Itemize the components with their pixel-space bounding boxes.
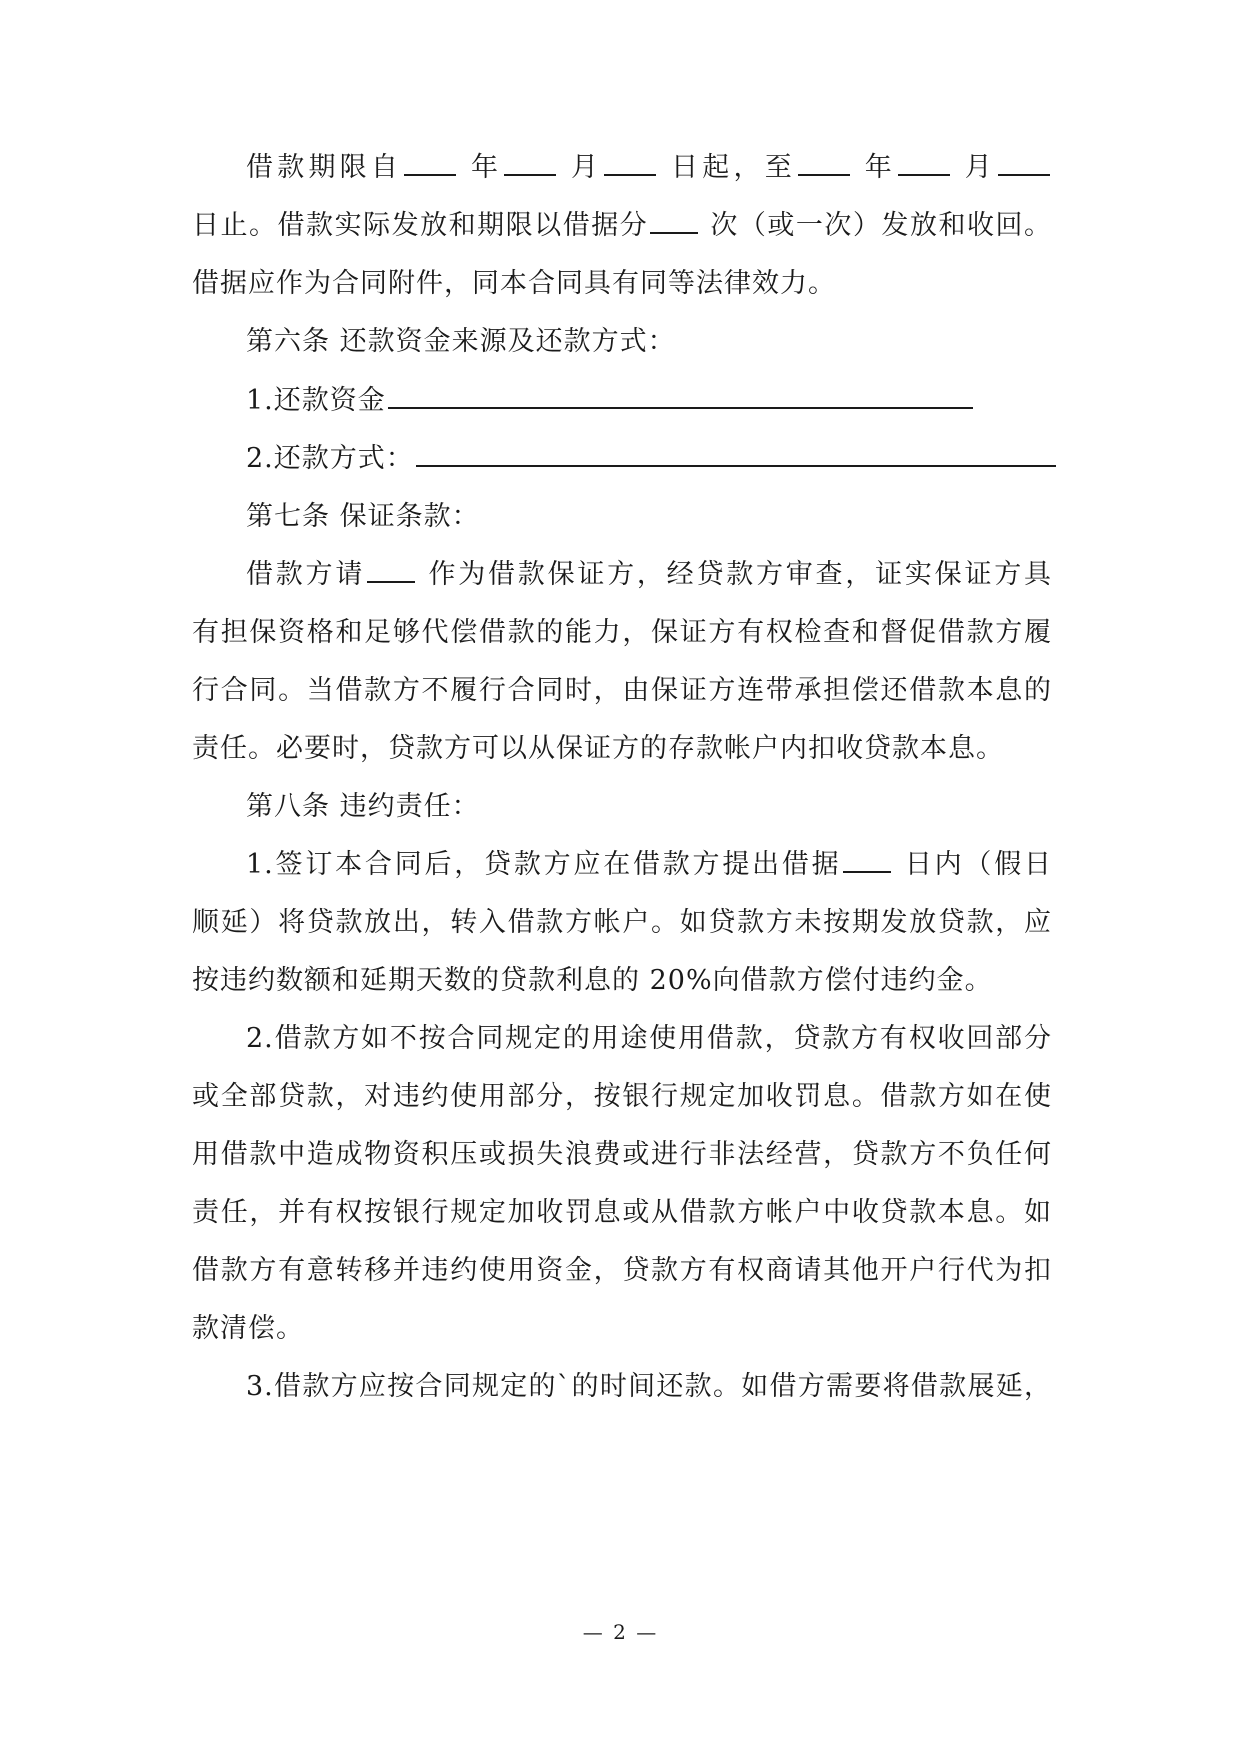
guarantee-line [246, 557, 1052, 593]
page-number: — 2 — [582, 1620, 659, 1644]
text-segment: 年 [470, 152, 503, 183]
paragraph-line: 按违约数额和延期天数的贷款利息的 20%向借款方偿付违约金。 [192, 965, 993, 996]
paragraph-line: 或全部贷款，对违约使用部分，按银行规定加收罚息。借款方如在使 [192, 1081, 1052, 1112]
text-segment: 1.签订本合同后，贷款方应在借款方提出借据 [246, 849, 842, 880]
paragraph-line: 借据应作为合同附件，同本合同具有同等法律效力。 [192, 268, 836, 299]
blank-field [843, 847, 891, 873]
text-segment: 2.还款方式： [246, 443, 414, 474]
paragraph-line: 借款方有意转移并违约使用资金，贷款方有权商请其他开户行代为扣 [192, 1255, 1052, 1286]
blank-field [798, 150, 850, 176]
text-segment: 日起，至 [671, 152, 796, 183]
blank-field [898, 150, 950, 176]
loan-term-line-2 [192, 208, 1052, 244]
text-segment: 1.还款资金 [246, 385, 386, 416]
section-heading-7: 第七条 保证条款： [246, 501, 480, 532]
blank-field [604, 150, 656, 176]
section-heading-8: 第八条 违约责任： [246, 791, 480, 822]
paragraph-line: 有担保资格和足够代偿借款的能力，保证方有权检查和督促借款方履 [192, 617, 1052, 648]
breach-clause-3-line: 3.借款方应按合同规定的`的时间还款。如借方需要将借款展延， [246, 1371, 1052, 1402]
loan-term-line [246, 150, 1052, 186]
blank-field [416, 441, 1056, 467]
paragraph-line: 款清偿。 [192, 1313, 304, 1344]
blank-field [388, 383, 973, 409]
breach-clause-2-line: 2.借款方如不按合同规定的用途使用借款，贷款方有权收回部分 [246, 1023, 1052, 1054]
blank-field [404, 150, 456, 176]
text-segment: 借款期限自 [246, 152, 403, 183]
text-segment: 月 [570, 152, 603, 183]
paragraph-line: 用借款中造成物资积压或损失浪费或进行非法经营，贷款方不负任何 [192, 1139, 1052, 1170]
paragraph-line: 顺延）将贷款放出，转入借款方帐户。如贷款方未按期发放贷款，应 [192, 907, 1052, 938]
text-segment: 月 [964, 152, 997, 183]
breach-clause-1-line [246, 847, 1052, 883]
blank-field [650, 208, 698, 234]
text-segment: 日内（假日 [904, 849, 1053, 880]
repayment-method-line [246, 441, 1052, 477]
text-segment: 作为借款保证方，经贷款方审查，证实保证方具 [428, 559, 1052, 590]
blank-field [504, 150, 556, 176]
paragraph-line: 行合同。当借款方不履行合同时，由保证方连带承担偿还借款本息的 [192, 675, 1052, 706]
paragraph-line: 责任。必要时，贷款方可以从保证方的存款帐户内扣收贷款本息。 [192, 733, 1004, 764]
text-segment: 年 [864, 152, 896, 183]
blank-field [998, 150, 1050, 176]
repayment-source-line [246, 383, 1052, 419]
blank-field [367, 557, 415, 583]
text-segment: 日止。借款实际发放和期限以借据分 [192, 210, 649, 241]
text-segment: 借款方请 [246, 559, 366, 590]
section-heading-6: 第六条 还款资金来源及还款方式： [246, 326, 676, 357]
paragraph-line: 责任，并有权按银行规定加收罚息或从借款方帐户中收贷款本息。如 [192, 1197, 1052, 1228]
text-segment: 次（或一次）发放和收回。 [710, 210, 1053, 241]
